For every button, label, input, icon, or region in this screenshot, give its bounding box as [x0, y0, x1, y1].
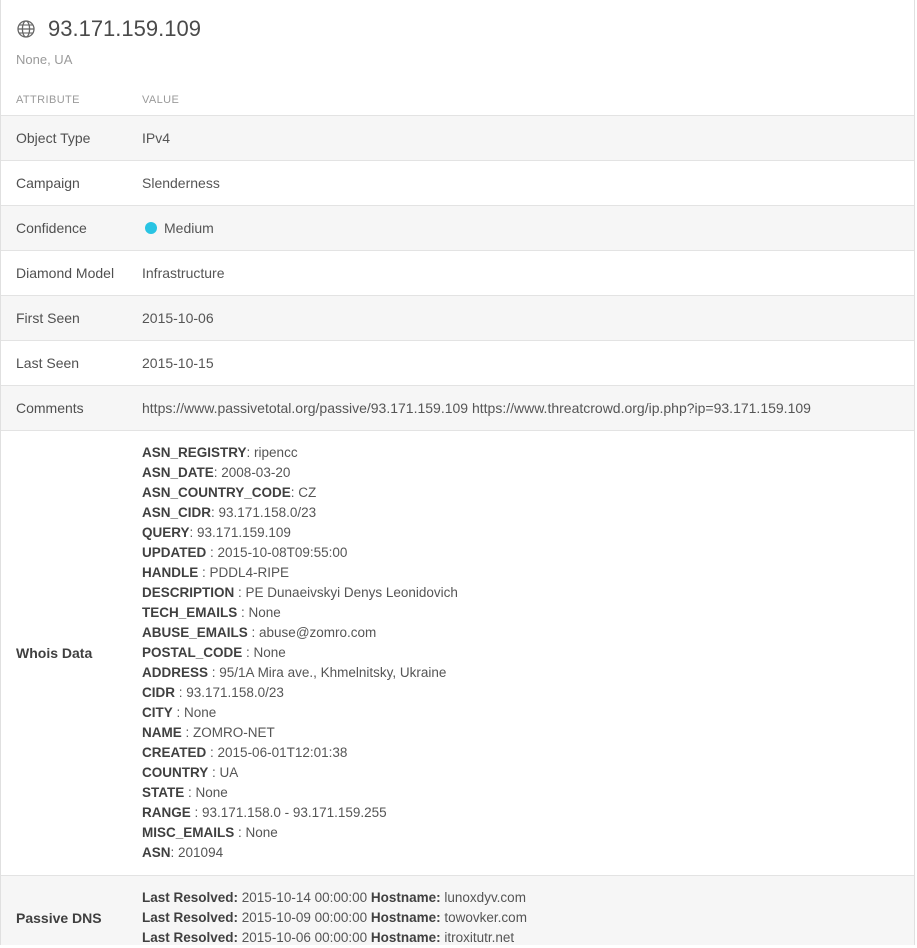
whois-separator: : [247, 625, 260, 640]
whois-key: CIDR [142, 685, 175, 700]
whois-key: TECH_EMAILS [142, 605, 238, 620]
whois-list [142, 443, 914, 863]
whois-key: ASN_COUNTRY_CODE [142, 485, 291, 500]
passive-dns-entry [142, 928, 914, 948]
whois-separator: : [181, 725, 194, 740]
row-campaign [1, 160, 914, 205]
row-comments [1, 385, 914, 430]
whois-entry [142, 463, 914, 483]
hostname-label: Hostname: [370, 910, 441, 925]
whois-key: ADDRESS [142, 665, 209, 680]
whois-value: 201094 [178, 845, 224, 860]
whois-separator: : [237, 605, 249, 620]
row-label: Last Seen [16, 355, 80, 371]
resolved-value: 2015-10-06 00:00:00 [238, 930, 371, 945]
whois-entry [142, 823, 914, 843]
hostname-value: towovker.com [440, 910, 527, 925]
whois-entry [142, 743, 914, 763]
whois-entry [142, 783, 914, 803]
row-label: Comments [16, 400, 84, 416]
whois-entry [142, 543, 914, 563]
whois-value: None [248, 605, 281, 620]
hostname-label: Hostname: [370, 930, 441, 945]
whois-separator: : [242, 645, 254, 660]
passive-dns-list [142, 876, 914, 948]
row-passive-dns [1, 875, 914, 945]
whois-value: 95/1A Mira ave., Khmelnitsky, Ukraine [219, 665, 447, 680]
whois-separator: : [234, 585, 246, 600]
whois-value: abuse@zomro.com [259, 625, 377, 640]
whois-entry [142, 623, 914, 643]
row-value: Infrastructure [142, 265, 225, 281]
whois-value: CZ [298, 485, 317, 500]
row-label: Passive DNS [16, 910, 102, 926]
confidence-dot-icon [145, 222, 157, 234]
whois-value: UA [219, 765, 239, 780]
whois-separator: : [190, 805, 203, 820]
row-label: Whois Data [16, 645, 93, 661]
row-value: Slenderness [142, 175, 220, 191]
whois-separator: : [198, 565, 210, 580]
row-label: First Seen [16, 310, 80, 326]
row-label: Diamond Model [16, 265, 115, 281]
whois-key: NAME [142, 725, 182, 740]
whois-entry [142, 663, 914, 683]
whois-separator: : [211, 505, 219, 520]
whois-separator: : [208, 665, 220, 680]
whois-separator: : [234, 825, 246, 840]
whois-key: COUNTRY [142, 765, 209, 780]
whois-key: ABUSE_EMAILS [142, 625, 248, 640]
whois-entry [142, 723, 914, 743]
hostname-label: Hostname: [370, 890, 441, 905]
whois-separator: : [206, 545, 218, 560]
column-header-attribute: ATTRIBUTE [16, 94, 80, 106]
whois-separator: : [208, 765, 220, 780]
row-confidence [1, 205, 914, 250]
passive-dns-entry [142, 888, 914, 908]
whois-key: ASN [142, 845, 171, 860]
whois-value: 93.171.158.0 - 93.171.159.255 [202, 805, 387, 820]
whois-separator: : [246, 445, 255, 460]
whois-value: None [245, 825, 278, 840]
whois-separator: : [172, 705, 185, 720]
whois-key: QUERY [142, 525, 190, 540]
whois-entry [142, 643, 914, 663]
whois-value: 93.171.158.0/23 [186, 685, 284, 700]
row-label: Campaign [16, 175, 80, 191]
row-diamond-model [1, 250, 914, 295]
whois-entry [142, 503, 914, 523]
whois-value: 93.171.159.109 [197, 525, 291, 540]
whois-value: 2015-10-08T09:55:00 [217, 545, 348, 560]
whois-separator: : [184, 785, 196, 800]
whois-entry [142, 763, 914, 783]
comments-links[interactable]: https://www.passivetotal.org/passive/93.171.159.109 https://www.threatcrowd.org/ip.php?ip=93.171.159.109 [142, 400, 811, 416]
location-subtitle: None, UA [16, 52, 73, 67]
row-last-seen [1, 340, 914, 385]
whois-key: DESCRIPTION [142, 585, 235, 600]
whois-key: ASN_REGISTRY [142, 445, 247, 460]
whois-value: 2015-06-01T12:01:38 [217, 745, 348, 760]
whois-key: UPDATED [142, 545, 207, 560]
whois-key: ASN_DATE [142, 465, 214, 480]
whois-key: ASN_CIDR [142, 505, 212, 520]
attribute-table [1, 115, 914, 945]
row-value: 2015-10-15 [142, 355, 214, 371]
whois-value: ZOMRO-NET [193, 725, 275, 740]
whois-entry [142, 843, 914, 863]
indicator-header [16, 14, 201, 67]
whois-key: HANDLE [142, 565, 199, 580]
column-header-value: VALUE [142, 94, 180, 106]
whois-key: RANGE [142, 805, 191, 820]
whois-entry [142, 803, 914, 823]
resolved-value: 2015-10-09 00:00:00 [238, 910, 371, 925]
whois-entry [142, 583, 914, 603]
whois-separator: : [290, 485, 299, 500]
row-value: 2015-10-06 [142, 310, 214, 326]
whois-value: None [253, 645, 286, 660]
whois-value: None [184, 705, 217, 720]
whois-entry [142, 703, 914, 723]
whois-value: None [195, 785, 228, 800]
whois-entry [142, 523, 914, 543]
whois-separator: : [213, 465, 222, 480]
row-label: Confidence [16, 220, 87, 236]
whois-key: CITY [142, 705, 173, 720]
resolved-value: 2015-10-14 00:00:00 [238, 890, 371, 905]
title-row [16, 14, 201, 44]
row-first-seen [1, 295, 914, 340]
whois-entry [142, 443, 914, 463]
whois-entry [142, 683, 914, 703]
whois-separator: : [170, 845, 179, 860]
whois-separator: : [189, 525, 198, 540]
row-object-type [1, 115, 914, 160]
hostname-value: lunoxdyv.com [440, 890, 526, 905]
confidence-value: Medium [164, 220, 214, 236]
whois-key: STATE [142, 785, 185, 800]
whois-value: PDDL4-RIPE [209, 565, 290, 580]
resolved-label: Last Resolved: [142, 890, 239, 905]
whois-entry [142, 483, 914, 503]
whois-value: 2008-03-20 [221, 465, 291, 480]
row-label: Object Type [16, 130, 91, 146]
whois-separator: : [206, 745, 218, 760]
resolved-label: Last Resolved: [142, 910, 239, 925]
whois-entry [142, 563, 914, 583]
whois-value: 93.171.158.0/23 [218, 505, 317, 520]
resolved-label: Last Resolved: [142, 930, 239, 945]
whois-key: POSTAL_CODE [142, 645, 243, 660]
whois-value: PE Dunaeivskyi Denys Leonidovich [245, 585, 458, 600]
whois-separator: : [175, 685, 187, 700]
row-value: IPv4 [142, 130, 171, 146]
row-whois-data [1, 430, 914, 875]
passive-dns-entry [142, 908, 914, 928]
hostname-value: itroxitutr.net [440, 930, 515, 945]
whois-value: ripencc [254, 445, 298, 460]
whois-key: MISC_EMAILS [142, 825, 235, 840]
globe-icon [16, 19, 36, 39]
whois-entry [142, 603, 914, 623]
row-value [142, 220, 914, 236]
page-title: 93.171.159.109 [48, 16, 201, 41]
whois-key: CREATED [142, 745, 207, 760]
